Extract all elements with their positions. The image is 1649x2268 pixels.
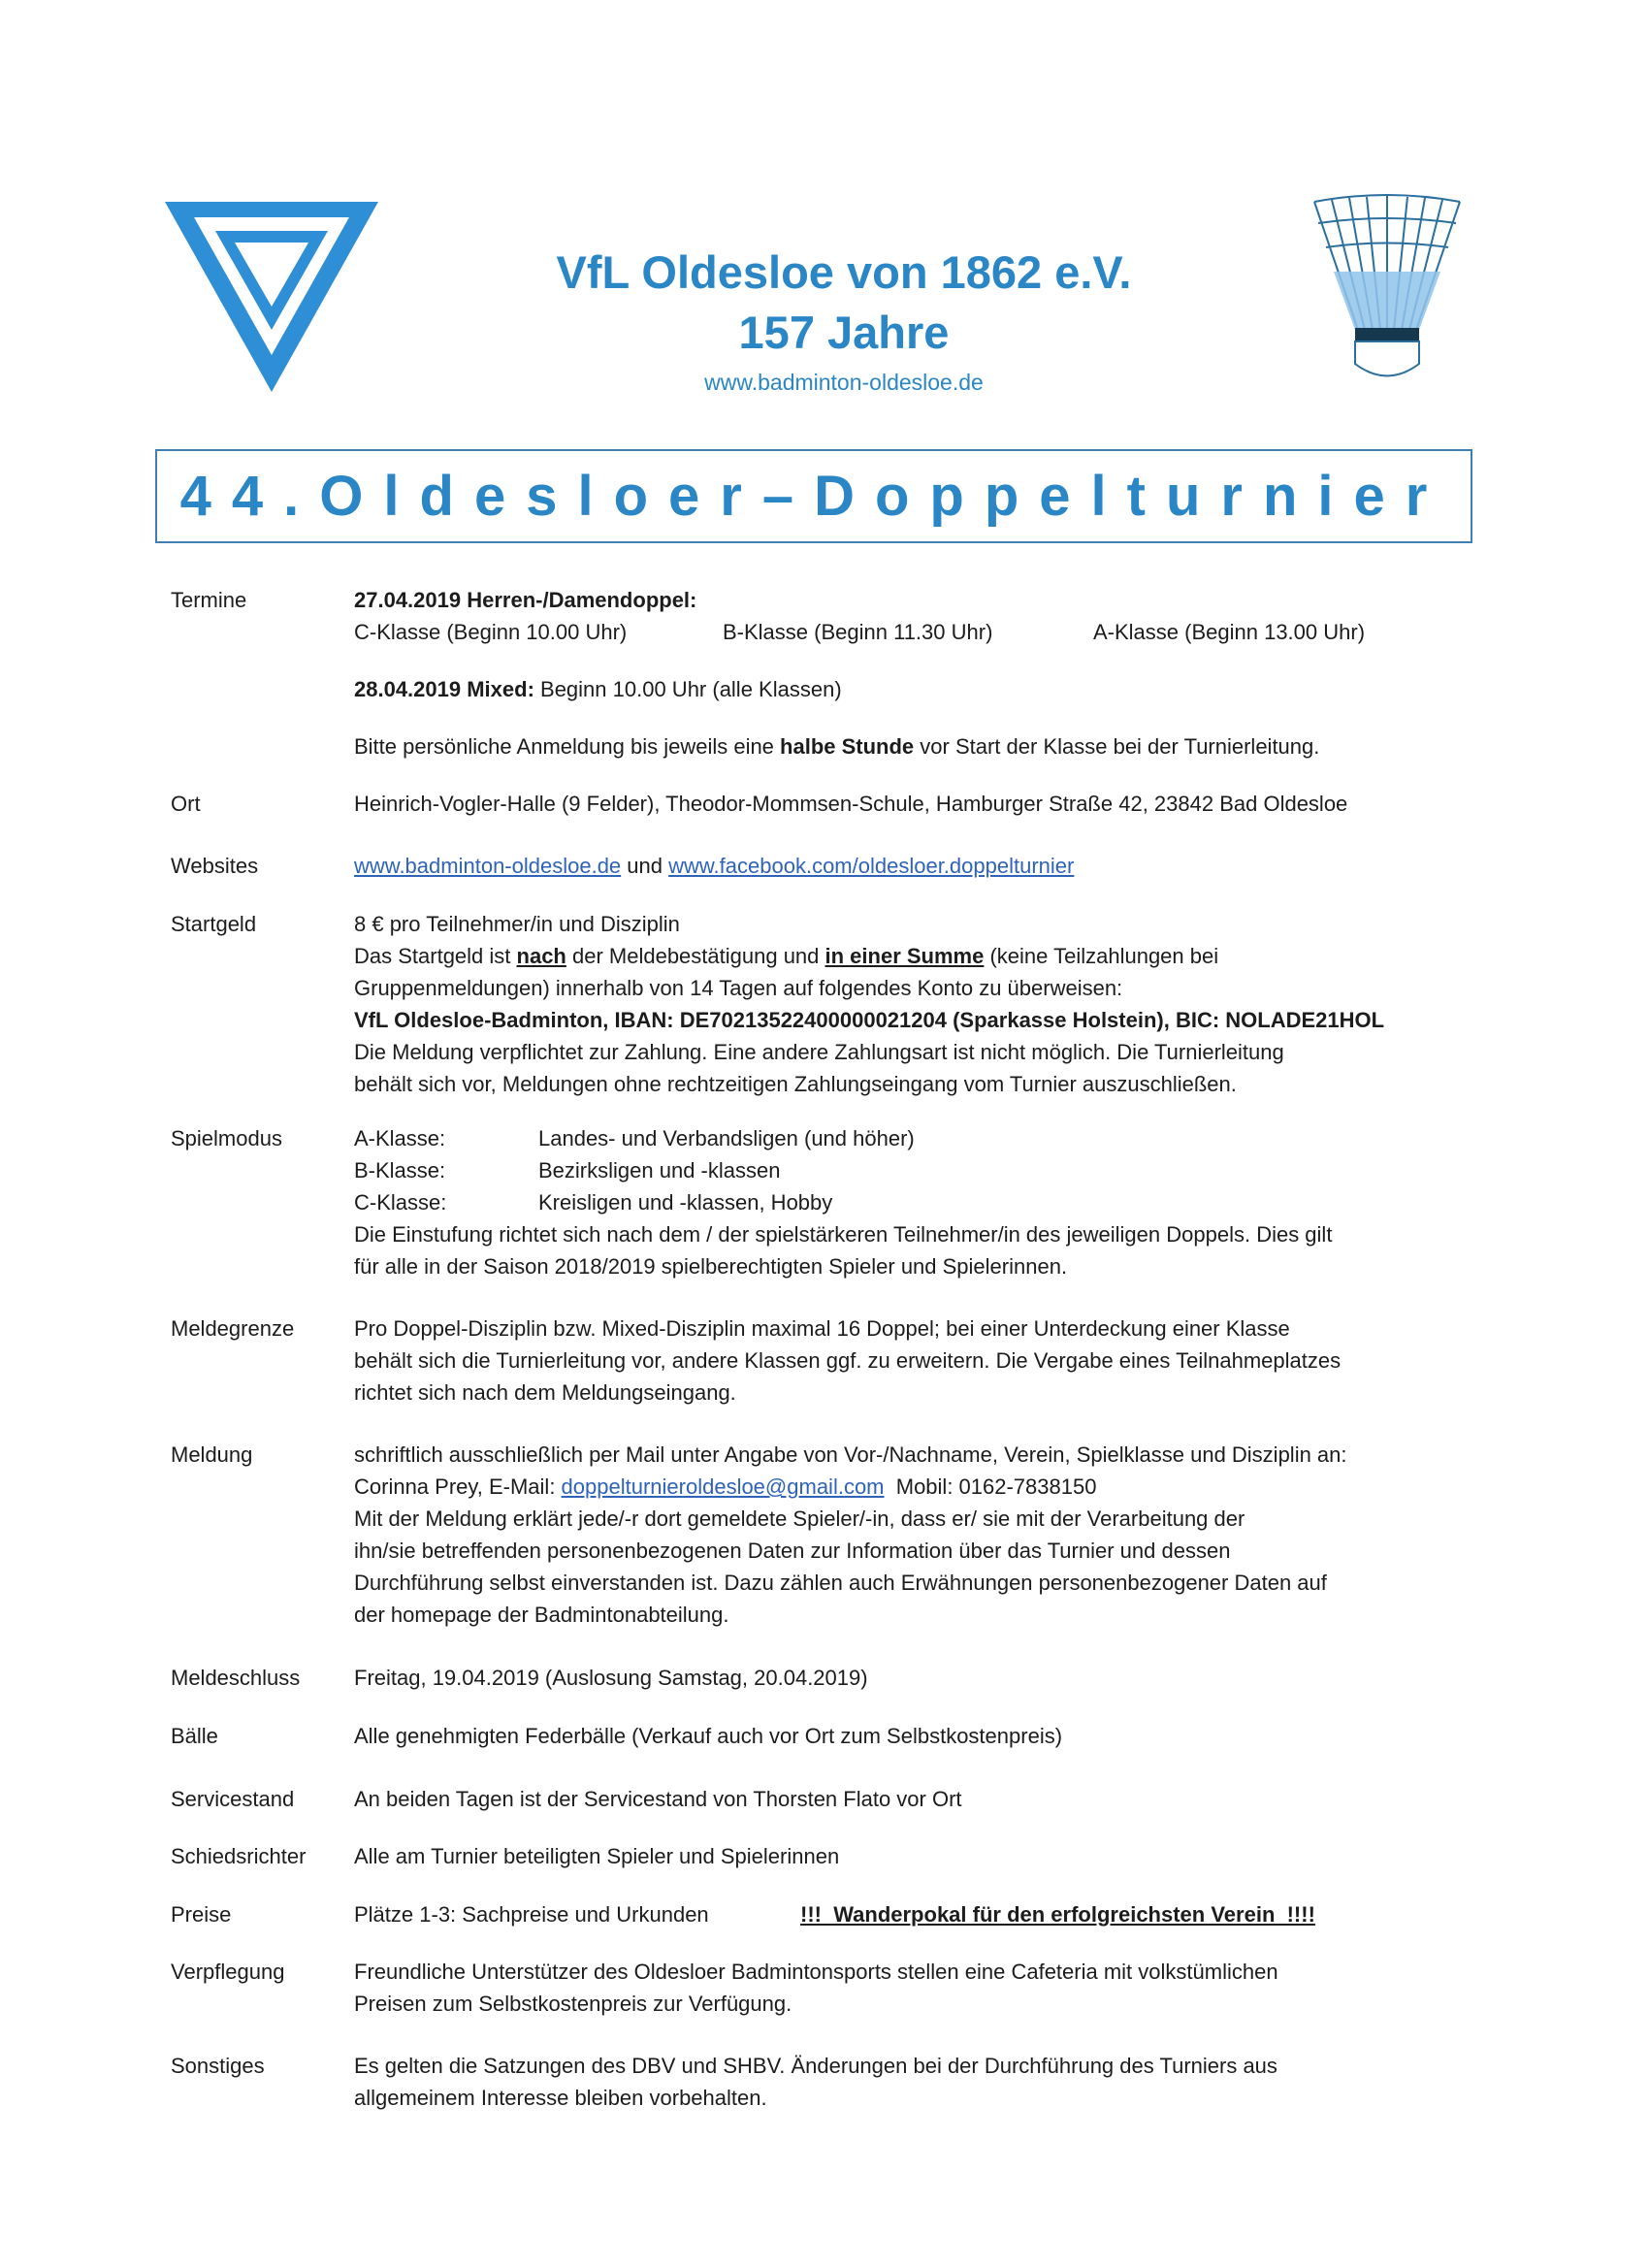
spielmodus-a-value: Landes- und Verbandsligen (und höher) [538,1126,915,1150]
spielmodus-a-key: A-Klasse: [354,1126,446,1150]
baelle-text: Alle genehmigten Federbälle (Verkauf auch vor Ort zum Selbstkostenpreis) [354,1724,1063,1748]
vfl-logo [165,202,378,392]
spielmodus-c-key: C-Klasse: [354,1190,447,1215]
spielmodus-row-c [354,1186,1465,1218]
startgeld-l2c: der Meldebestätigung und [566,944,825,968]
termine-date2: 28.04.2019 Mixed: [354,677,534,701]
termine-block [354,584,1465,648]
label-baelle: Bälle [171,1724,218,1748]
meldung-line3: Mit der Meldung erklärt jede/-r dort gemeldete Spieler/-in, dass er/ sie mit der Verarbeitung der [354,1507,1245,1531]
sonstiges-line2: allgemeinem Interesse bleiben vorbehalten. [354,2086,767,2110]
meldung-email-link[interactable]: doppelturnieroldesloe@gmail.com [561,1474,885,1499]
meldung-mobile: Mobil: 0162-7838150 [884,1474,1097,1499]
termine-date2-line [354,673,1465,705]
startgeld-block [354,908,1465,1100]
startgeld-line1: 8 € pro Teilnehmer/in und Disziplin [354,912,680,936]
meldung-line6: der homepage der Badmintonabteilung. [354,1603,729,1627]
label-spielmodus: Spielmodus [171,1126,282,1150]
meldegrenze-line2: behält sich die Turnierleitung vor, andere Klassen ggf. zu erweitern. Die Vergabe eines Teilnahmeplatzes [354,1348,1342,1373]
meldung-contact-line [354,1471,1465,1503]
termine-c-klasse: C-Klasse (Beginn 10.00 Uhr) [354,620,628,644]
meldung-line5: Durchführung selbst einverstanden ist. Dazu zählen auch Erwähnungen personenbezogener Daten auf [354,1571,1327,1595]
label-preise: Preise [171,1902,232,1927]
termine-note [354,730,1465,762]
label-verpflegung: Verpflegung [171,1960,285,1984]
startgeld-line5: Die Meldung verpflichtet zur Zahlung. Eine andere Zahlungsart ist nicht möglich. Die Turnierleitung [354,1040,1284,1064]
meldung-contact: Corinna Prey, E-Mail: [354,1474,562,1499]
verpflegung-line2: Preisen zum Selbstkostenpreis zur Verfügung. [354,1992,792,2016]
website-link-facebook[interactable]: www.facebook.com/oldesloer.doppelturnier [668,854,1075,878]
startgeld-l2b: nach [516,944,566,968]
club-url: www.badminton-oldesloe.de [704,370,984,395]
meldung-block [354,1439,1465,1631]
startgeld-l2d: in einer Summe [824,944,985,968]
websites-line [354,850,1465,882]
servicestand-text: An beiden Tagen ist der Servicestand von Thorsten Flato vor Ort [354,1787,962,1811]
shuttlecock-icon [1305,194,1470,398]
startgeld-line2 [354,940,1465,972]
termine-a-klasse: A-Klasse (Beginn 13.00 Uhr) [1093,620,1366,644]
verpflegung-block [354,1956,1465,2020]
startgeld-l2a: Das Startgeld ist [354,944,517,968]
label-meldung: Meldung [171,1442,253,1467]
startgeld-l2e: (keine Teilzahlungen bei [984,944,1219,968]
startgeld-line3: Gruppenmeldungen) innerhalb von 14 Tagen auf folgendes Konto zu überweisen: [354,976,1123,1000]
meldung-line1: schriftlich ausschließlich per Mail unter Angabe von Vor-/Nachname, Verein, Spielklasse und Disziplin an: [354,1442,1347,1467]
websites-and: und [621,854,669,878]
spielmodus-row-b [354,1154,1465,1186]
spielmodus-block [354,1122,1465,1282]
sonstiges-block [354,2050,1465,2114]
termine-date2-rest: Beginn 10.00 Uhr (alle Klassen) [534,677,842,701]
meldung-line4: ihn/sie betreffenden personenbezogenen Daten zur Information über das Turnier und dessen [354,1539,1231,1563]
termine-classes [354,616,1465,648]
spielmodus-b-key: B-Klasse: [354,1158,446,1183]
verpflegung-line1: Freundliche Unterstützer des Oldesloer Badmintonsports stellen eine Cafeteria mit volkstümlichen [354,1960,1278,1984]
termine-date1: 27.04.2019 Herren-/Damendoppel: [354,588,697,612]
schiedsrichter-text: Alle am Turnier beteiligten Spieler und Spielerinnen [354,1844,840,1868]
termine-note-post: vor Start der Klasse bei der Turnierleitung. [914,734,1320,759]
sonstiges-line1: Es gelten die Satzungen des DBV und SHBV. Änderungen bei der Durchführung des Turniers aus [354,2054,1277,2078]
termine-note-bold: halbe Stunde [780,734,915,759]
label-servicestand: Servicestand [171,1787,295,1811]
label-ort: Ort [171,792,201,816]
tournament-title-box [155,449,1472,543]
meldeschluss-text: Freitag, 19.04.2019 (Auslosung Samstag, 20.04.2019) [354,1666,868,1690]
tournament-title: 44.Oldesloer–Doppelturnier [179,465,1448,528]
label-startgeld: Startgeld [171,912,257,936]
preise-text: Plätze 1-3: Sachpreise und Urkunden [354,1902,709,1927]
label-meldegrenze: Meldegrenze [171,1316,295,1341]
meldegrenze-line3: richtet sich nach dem Meldungseingang. [354,1380,736,1405]
termine-b-klasse: B-Klasse (Beginn 11.30 Uhr) [723,620,993,644]
label-meldeschluss: Meldeschluss [171,1666,301,1690]
meldegrenze-line1: Pro Doppel-Disziplin bzw. Mixed-Disziplin maximal 16 Doppel; bei einer Unterdeckung einer Klasse [354,1316,1290,1341]
label-sonstiges: Sonstiges [171,2054,265,2078]
preise-line [354,1898,1465,1930]
startgeld-line6: behält sich vor, Meldungen ohne rechtzeitigen Zahlungseingang vom Turnier auszuschließen. [354,1072,1237,1096]
website-link-club[interactable]: www.badminton-oldesloe.de [354,854,622,878]
preise-wanderpokal: !!! Wanderpokal für den erfolgreichsten Verein !!!! [800,1902,1315,1927]
label-termine: Termine [171,588,247,612]
meldegrenze-block [354,1312,1465,1409]
club-years: 157 Jahre [738,307,950,358]
termine-note-pre: Bitte persönliche Anmeldung bis jeweils eine [354,734,781,759]
spielmodus-row-a [354,1122,1465,1154]
label-schiedsrichter: Schiedsrichter [171,1844,307,1868]
spielmodus-line5: für alle in der Saison 2018/2019 spielberechtigten Spieler und Spielerinnen. [354,1254,1068,1279]
label-websites: Websites [171,854,259,878]
club-name: VfL Oldesloe von 1862 e.V. [556,246,1132,298]
spielmodus-b-value: Bezirksligen und -klassen [538,1158,781,1183]
ort-text: Heinrich-Vogler-Halle (9 Felder), Theodor-Mommsen-Schule, Hamburger Straße 42, 23842 Bad Oldesloe [354,792,1348,816]
startgeld-bank: VfL Oldesloe-Badminton, IBAN: DE70213522400000021204 (Sparkasse Holstein), BIC: NOLADE21HOL [354,1008,1385,1032]
spielmodus-c-value: Kreisligen und -klassen, Hobby [538,1190,833,1215]
spielmodus-line4: Die Einstufung richtet sich nach dem / der spielstärkeren Teilnehmer/in des jeweiligen Doppels. Dies gilt [354,1222,1333,1247]
club-header [407,243,1280,402]
